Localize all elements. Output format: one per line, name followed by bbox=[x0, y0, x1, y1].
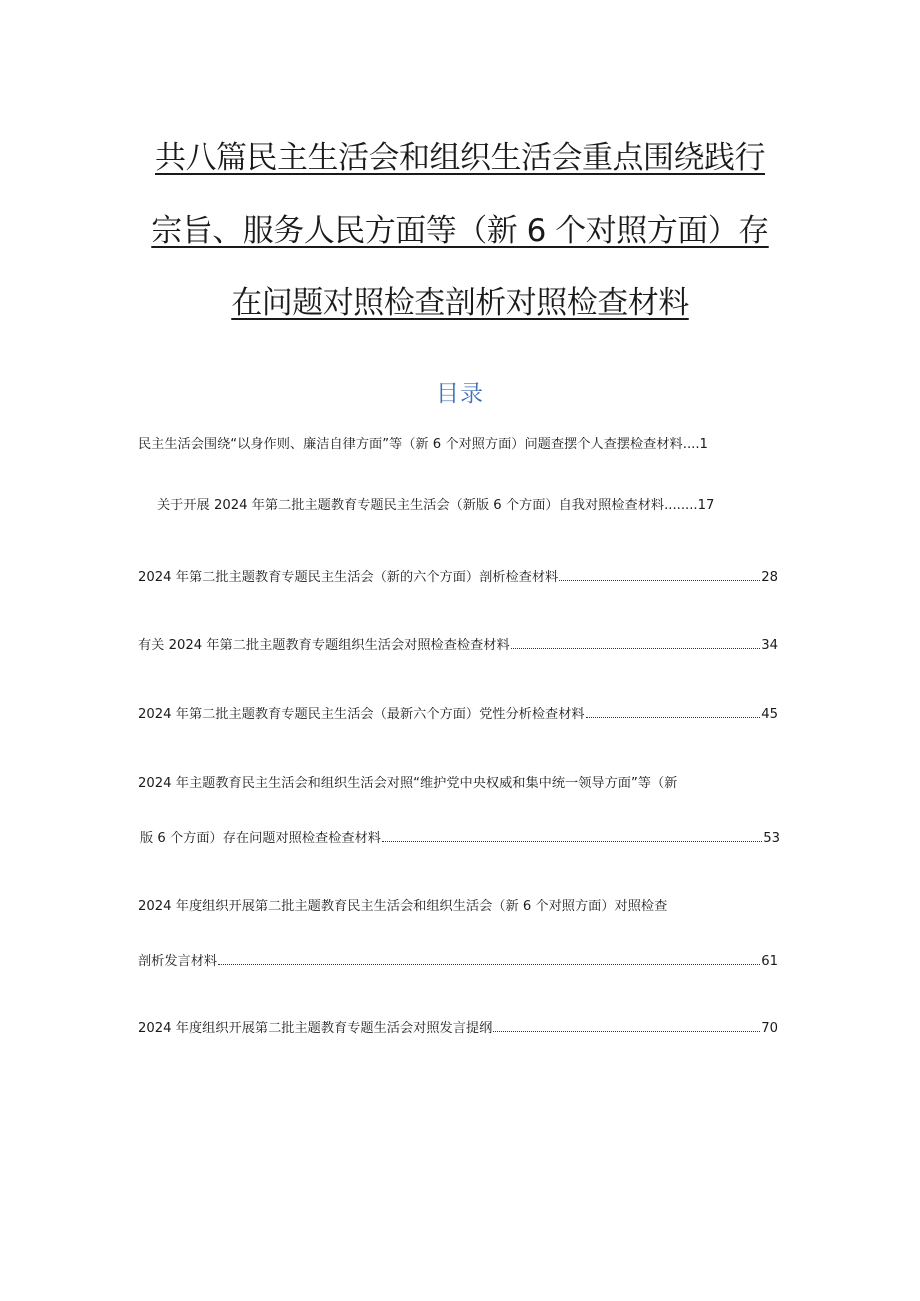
title-text-2: 宗旨、服务人民方面等（新 6 个对照方面）存 bbox=[151, 213, 769, 249]
toc-entry-dots: ........ bbox=[664, 498, 698, 513]
toc-entry-leader bbox=[493, 1020, 760, 1032]
toc-entry-leader bbox=[559, 569, 760, 581]
toc-heading: 目录 bbox=[436, 381, 484, 407]
toc-entry-8[interactable] bbox=[138, 1020, 778, 1038]
toc-entry-page: 17 bbox=[697, 498, 715, 513]
toc-entry-page: 28 bbox=[761, 570, 778, 585]
toc-entry-1[interactable] bbox=[138, 436, 778, 454]
toc-entry-text: 有关 2024 年第二批主题教育专题组织生活会对照检查检查材料 bbox=[138, 638, 510, 653]
toc-entry-5[interactable] bbox=[138, 706, 778, 724]
title-text-3: 在问题对照检查剖析对照检查材料 bbox=[231, 285, 689, 321]
toc-entry-page: 1 bbox=[699, 437, 708, 452]
toc-entry-text: 剖析发言材料 bbox=[138, 954, 218, 969]
toc-entry-page: 70 bbox=[761, 1021, 778, 1036]
document-title-line-3 bbox=[0, 283, 920, 323]
document-title-line-2 bbox=[0, 211, 920, 251]
title-text-1: 共八篇民主生活会和组织生活会重点围绕践行 bbox=[155, 140, 765, 176]
toc-entry-text: 2024 年主题教育民主生活会和组织生活会对照“维护党中央权威和集中统一领导方面”等（新 bbox=[138, 776, 678, 791]
toc-entry-page: 61 bbox=[761, 954, 778, 969]
toc-entry-text: 关于开展 2024 年第二批主题教育专题民主生活会（新版 6 个方面）自我对照检查材料 bbox=[157, 498, 665, 513]
toc-entry-leader bbox=[511, 637, 761, 649]
toc-entry-text: 2024 年第二批主题教育专题民主生活会（新的六个方面）剖析检查材料 bbox=[138, 570, 559, 585]
toc-entry-text: 版 6 个方面）存在问题对照检查检查材料 bbox=[140, 831, 381, 846]
toc-entry-leader bbox=[586, 706, 761, 718]
toc-entry-6-line-1[interactable] bbox=[138, 775, 778, 793]
toc-entry-7-line-2[interactable] bbox=[138, 953, 778, 971]
toc-entry-7-line-1[interactable] bbox=[138, 898, 778, 916]
toc-entry-3[interactable] bbox=[138, 569, 778, 587]
toc-entry-leader bbox=[382, 830, 762, 842]
toc-entry-text: 2024 年度组织开展第二批主题教育民主生活会和组织生活会（新 6 个对照方面）对照检查 bbox=[138, 899, 668, 914]
toc-entry-6-line-2[interactable] bbox=[140, 830, 780, 848]
toc-entry-text: 民主生活会围绕“以身作则、廉洁自律方面”等（新 6 个对照方面）问题查摆个人查摆检查材料 bbox=[138, 437, 683, 452]
toc-entry-page: 53 bbox=[763, 831, 780, 846]
toc-entry-2[interactable] bbox=[157, 497, 767, 515]
toc-entry-text: 2024 年第二批主题教育专题民主生活会（最新六个方面）党性分析检查材料 bbox=[138, 707, 585, 722]
toc-entry-page: 34 bbox=[761, 638, 778, 653]
toc-entry-text: 2024 年度组织开展第二批主题教育专题生活会对照发言提纲 bbox=[138, 1021, 493, 1036]
toc-entry-leader bbox=[218, 953, 760, 965]
toc-entry-page: 45 bbox=[761, 707, 778, 722]
document-title-line-1 bbox=[0, 138, 920, 178]
toc-entry-4[interactable] bbox=[138, 637, 778, 655]
toc-entry-dots: .... bbox=[682, 437, 700, 452]
